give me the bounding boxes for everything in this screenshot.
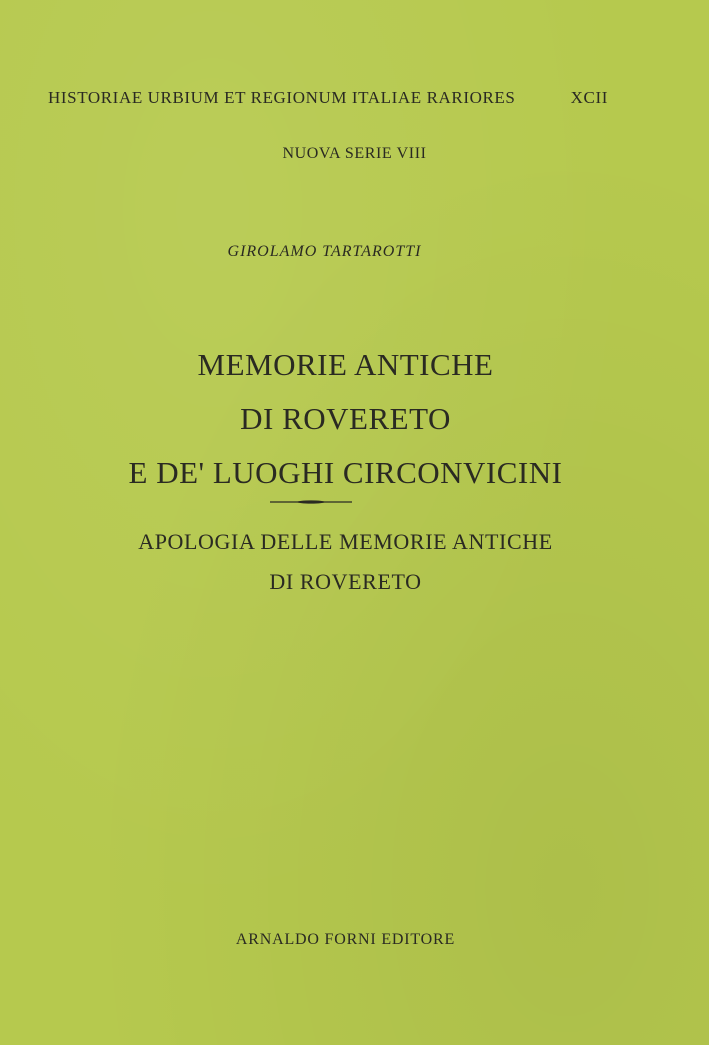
title-line-2: DI ROVERETO — [240, 401, 451, 436]
series-number: XCII — [570, 88, 608, 107]
subtitle-line-1: APOLOGIA DELLE MEMORIE ANTICHE — [138, 529, 553, 554]
series-name: HISTORIAE URBIUM ET REGIONUM ITALIAE RARIORES — [48, 88, 516, 107]
publisher-name: ARNALDO FORNI EDITORE — [235, 931, 456, 948]
decorative-rule — [270, 500, 352, 504]
book-subtitle — [0, 522, 709, 602]
series-subtitle: NUOVA SERIE VIII — [282, 145, 427, 162]
author-name: GIROLAMO TARTAROTTI — [227, 243, 422, 260]
title-line-1: MEMORIE ANTICHE — [197, 347, 494, 382]
book-title — [0, 338, 709, 500]
subtitle-line-2: DI ROVERETO — [269, 569, 422, 594]
title-line-3: E DE' LUOGHI CIRCONVICINI — [128, 455, 563, 490]
series-header — [48, 88, 608, 108]
